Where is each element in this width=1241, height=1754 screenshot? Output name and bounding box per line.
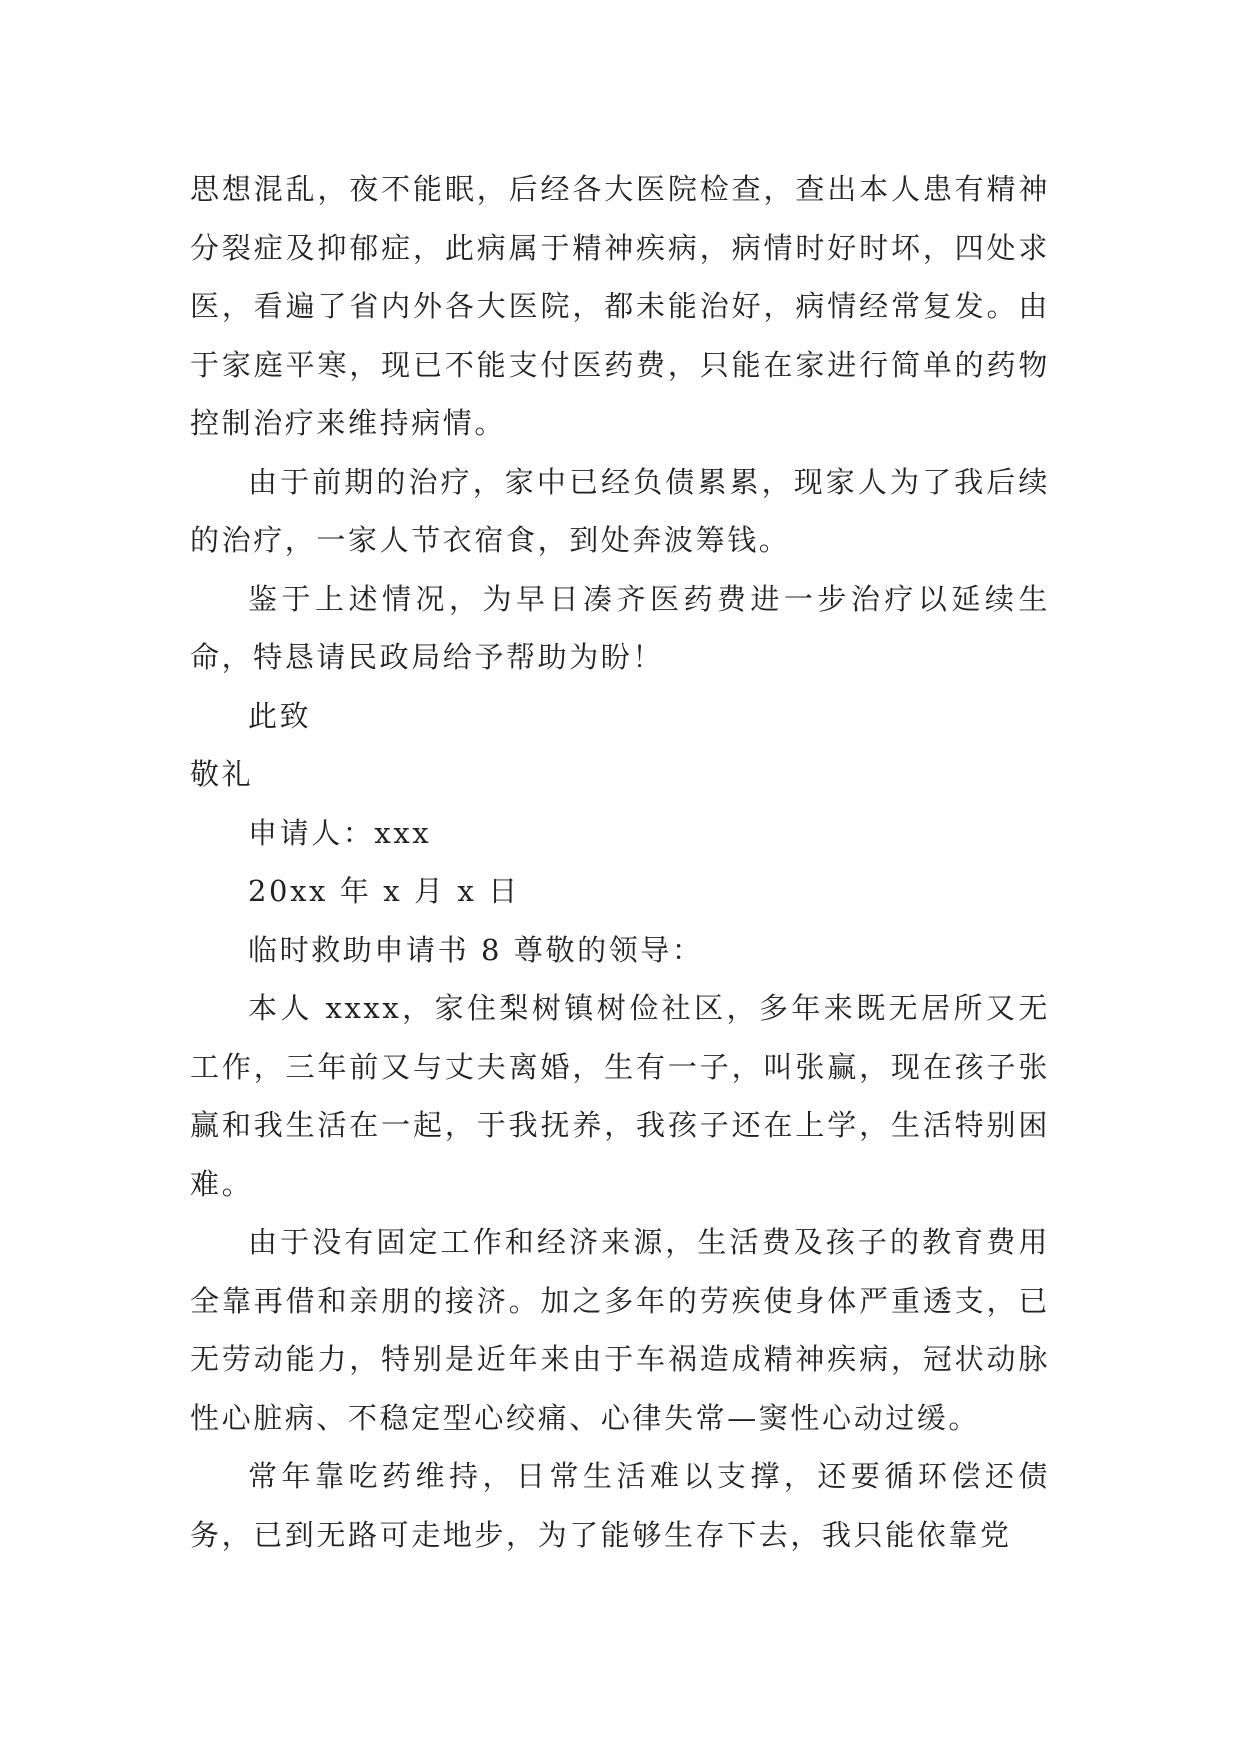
letter-date: 20xx 年 x 月 x 日 (248, 874, 520, 908)
paragraph-request: 鉴于上述情况，为早日凑齐医药费进一步治疗以延续生命，特恳请民政局给予帮助为盼！ (190, 581, 1050, 674)
second-letter-heading: 临时救助申请书 8 尊敬的领导： (248, 932, 704, 967)
paragraph-background: 本人 xxxx，家住梨树镇树俭社区，多年来既无居所又无工作，三年前又与丈夫离婚，生有一子，叫张赢，现在孩子张赢和我生活在一起，于我抚养，我孩子还在上学，生活特别困难。 (190, 991, 1050, 1201)
paragraph-condition: 思想混乱，夜不能眠，后经各大医院检查，查出本人患有精神分裂症及抑郁症，此病属于精神疾病，病情时好时坏，四处求医，看遍了省内外各大医院，都未能治好，病情经常复发。由于家庭平寒，现已不能支付医药费，只能在家进行简单的药物控制治疗来维持病情。 (190, 172, 1050, 440)
applicant-signature: 申请人：xxx (248, 815, 432, 850)
closing-regards: 敬礼 (190, 757, 254, 791)
paragraph-finances: 由于没有固定工作和经济来源，生活费及孩子的教育费用全靠再借和亲朋的接济。加之多年的劳疾使身体严重透支，已无劳动能力，特别是近年来由于车祸造成精神疾病，冠状动脉性心脏病、不稳定型心绞痛、心律失常—窦性心动过缓。 (190, 1225, 1050, 1435)
closing-salutation: 此致 (248, 698, 312, 733)
document-body (190, 160, 1050, 1564)
paragraph-debt: 由于前期的治疗，家中已经负债累累，现家人为了我后续的治疗，一家人节衣宿食，到处奔波筹钱。 (190, 464, 1050, 557)
paragraph-hardship: 常年靠吃药维持，日常生活难以支撑，还要循环偿还债务，已到无路可走地步，为了能够生存下去，我只能依靠党 (190, 1459, 1050, 1552)
